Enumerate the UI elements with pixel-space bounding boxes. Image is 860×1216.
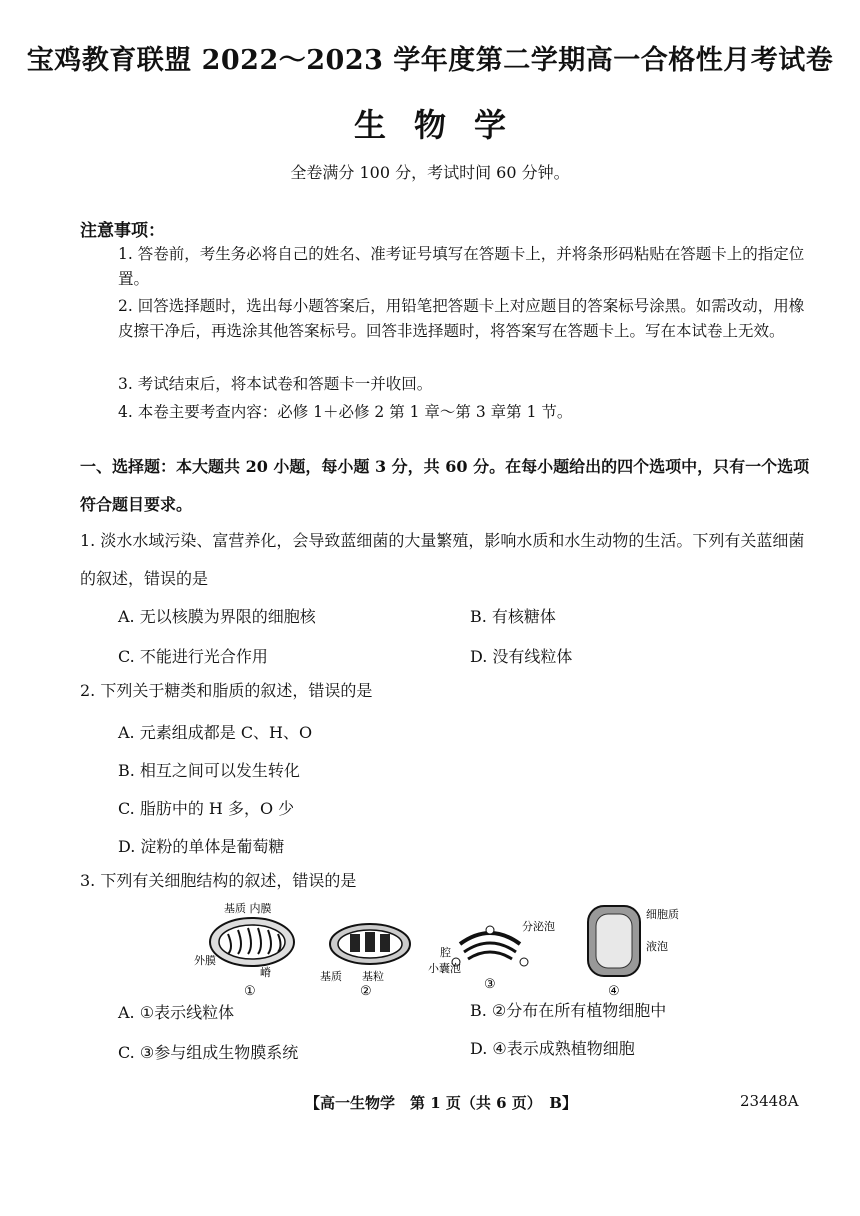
note-item: 2. 回答选择题时，选出每小题答案后，用铅笔把答题卡上对应题目的答案标号涂黑。如需改动，用橡皮擦干净后，再选涂其他答案标号。回答非选择题时，将答案写在答题卡上。写在本试卷上无效。 [118,297,805,340]
label-cavity: 腔 [440,946,451,959]
question-stem-3: 3. 下列有关细胞结构的叙述，错误的是 [80,871,357,890]
chloroplast-diagram [320,924,410,999]
footer-page-info: 【高一生物学 第 1 页（共 6 页） B】 [305,1094,577,1112]
label-stroma: 基质 [320,970,342,983]
golgi-diagram [428,919,555,992]
label-secretory-vesicle: 分泌泡 [522,920,555,933]
label-granum: 基粒 [362,970,384,983]
figure-number-3: ③ [484,977,496,992]
q3-option-d: D. ④表示成熟植物细胞 [470,1039,635,1058]
section-heading: 一、选择题：本大题共 20 小题，每小题 3 分，共 60 分。在每小题给出的四个选项中，只有一个选项符合题目要求。 [80,457,810,514]
q1-option-a: A. 无以核膜为界限的细胞核 [118,607,316,626]
full-mark-note: 全卷满分 100 分，考试时间 60 分钟。 [290,163,570,182]
figure-number-2: ② [360,984,372,999]
q2-option-c: C. 脂肪中的 H 多，O 少 [118,799,295,818]
q1-option-c: C. 不能进行光合作用 [118,647,268,666]
mitochondrion-diagram [194,901,294,999]
q1-option-d: D. 没有线粒体 [470,647,573,666]
plant-cell-diagram [588,906,679,999]
label-vacuole: 液泡 [646,940,668,953]
q2-option-a: A. 元素组成都是 C、H、O [118,723,313,742]
label-matrix-inner: 基质 内膜 [224,902,272,915]
label-cytoplasm: 细胞质 [646,908,679,921]
label-crista: 嵴 [260,966,271,979]
exam-title: 宝鸡教育联盟 2022～2023 学年度第二学期高一合格性月考试卷 [26,45,834,76]
figure-number-4: ④ [608,984,620,999]
notes-title: 注意事项： [80,221,165,241]
label-small-vesicle: 小囊泡 [428,962,461,975]
organelle-figure [190,900,710,1005]
note-item: 4. 本卷主要考查内容：必修 1＋必修 2 第 1 章～第 3 章第 1 节。 [118,403,573,421]
q1-option-b: B. 有核糖体 [470,607,556,626]
q2-option-b: B. 相互之间可以发生转化 [118,761,300,780]
footer-code: 23448A [740,1092,799,1110]
subject-title: 生物学 [353,106,534,144]
q3-option-c: C. ③参与组成生物膜系统 [118,1043,299,1062]
question-stem-1: 1. 淡水水域污染、富营养化，会导致蓝细菌的大量繁殖，影响水质和水生动物的生活。下列有关蓝细菌的叙述，错误的是 [80,531,805,588]
question-stem-2: 2. 下列关于糖类和脂质的叙述，错误的是 [80,681,373,700]
figure-number-1: ① [244,984,256,999]
q3-option-a: A. ①表示线粒体 [118,1003,235,1022]
label-outer-membrane: 外膜 [194,954,216,967]
note-item: 1. 答卷前，考生务必将自己的姓名、准考证号填写在答题卡上，并将条形码粘贴在答题卡上的指定位置。 [118,245,805,288]
q2-option-d: D. 淀粉的单体是葡萄糖 [118,837,285,856]
q3-option-b: B. ②分布在所有植物细胞中 [470,1001,667,1020]
note-item: 3. 考试结束后，将本试卷和答题卡一并收回。 [118,375,433,393]
